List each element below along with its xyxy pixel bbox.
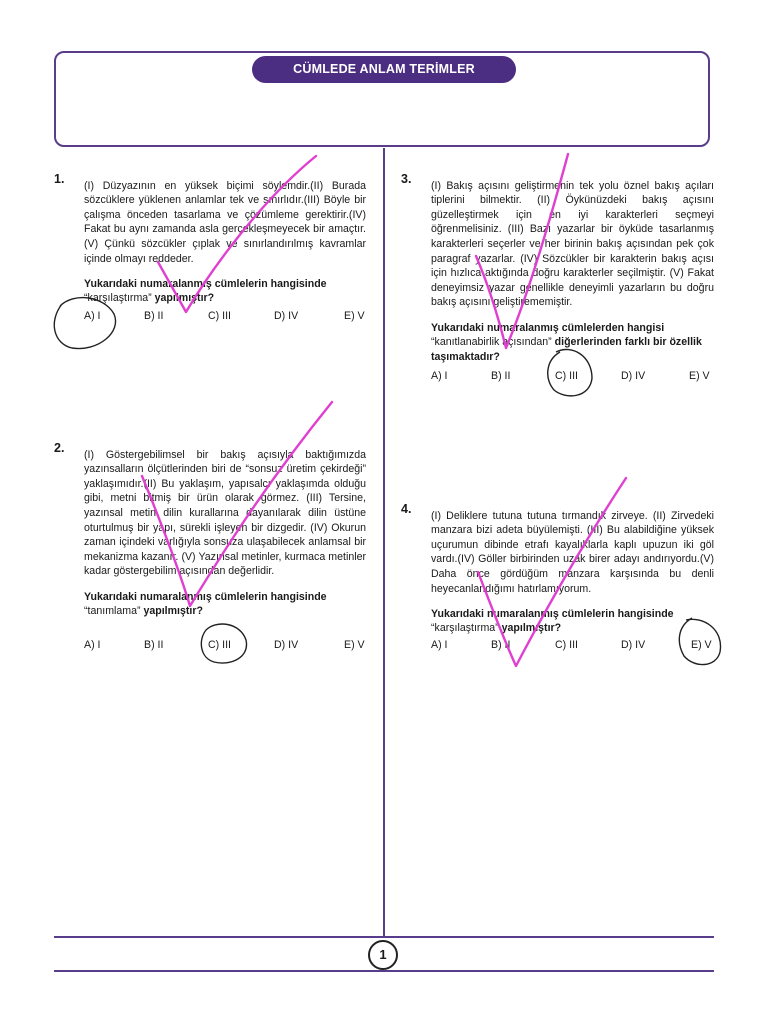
- question-4-prompt-term: “karşılaştırma”: [431, 622, 499, 635]
- question-2-prompt-main: Yukarıdaki numaralanmış cümlelerin hangisinde: [84, 590, 327, 603]
- q2-option-e[interactable]: E) V: [344, 639, 365, 651]
- q1-option-d[interactable]: D) IV: [274, 310, 299, 322]
- question-1-prompt-main: Yukarıdaki numaralanmış cümlelerin hangisinde: [84, 277, 327, 290]
- question-4-text: (I) Deliklere tutuna tutuna tırmandık zirveye. (II) Zirvedeki manzara bizi adeta büyülemişti. (III) Bu alabildiğine yüksek uçurumun dibinde etrafı kayalıklarla kaplı upuzun iki göl vardı.(IV) Göller birbirinden uzak birer adayı andırıyordu.(V) Daha önce gördüğüm manzara karşısında bu denli heyecanlandığımı hatırlamıyorum.: [431, 509, 714, 595]
- question-2-number: 2.: [54, 441, 65, 455]
- column-divider: [383, 148, 385, 936]
- page-number: 1: [368, 940, 398, 970]
- question-4: [431, 498, 714, 636]
- q2-option-a[interactable]: A) I: [84, 639, 101, 651]
- question-4-prompt: [431, 607, 714, 636]
- question-3-options: [431, 370, 714, 386]
- q2-option-c[interactable]: C) III: [208, 639, 231, 651]
- q2-option-b[interactable]: B) II: [144, 639, 164, 651]
- question-3-prompt-end: diğerlerinden farklı bir özellik taşımaktadır?: [431, 336, 702, 363]
- question-3: [431, 168, 714, 364]
- footer-line-bottom: [54, 970, 714, 972]
- q1-option-c[interactable]: C) III: [208, 310, 231, 322]
- q3-option-e[interactable]: E) V: [689, 370, 710, 382]
- question-1-options: [84, 310, 368, 326]
- question-1-prompt-term: “karşılaştırma”: [84, 292, 152, 305]
- q3-option-b[interactable]: B) II: [491, 370, 511, 382]
- question-1-text: (I) Düzyazının en yüksek biçimi söylemdir.(II) Burada sözcüklere yüklenen anlamlar tek ve sınırlıdır.(III) Böyle bir çalışma önceden tasarlama ve çözümleme gerektirir.(IV) Fakat bu aynı zamanda asla gerçekleşmeyecek bir amaçtır.(V) Çünkü sözcükler çıplak ve sınırlandırılmış kavramlar içinde olmayı reddeder.: [84, 179, 366, 265]
- question-2-options: [84, 639, 368, 655]
- question-2-prompt-term: “tanımlama”: [84, 605, 141, 618]
- question-4-prompt-main: Yukarıdaki numaralanmış cümlelerin hangisinde: [431, 607, 674, 620]
- question-3-text: (I) Bakış açısını geliştirmenin tek yolu öznel bakış açıları tiplerini bilmektir. (II) Öykünüzdeki bakış açısını güzelleştirmek için en iyi karakterleri seçmeyi öğrenmelisiniz. (III) Bazı yazarlar bir öyküde tasarlanmış karakterleri seçerler ve her birinin bakış açısından pek çok paragraf yazarlar. (IV) Sözcükler bir karakterin bakış açısı için hızlıca aktığında doğru karakterler seçilmiştir. (V) Fakat deneyimsiz yazar genellikle deneyimli yazarların bu doğru bakış açısını geliştirememiştir.: [431, 179, 714, 309]
- q3-option-d[interactable]: D) IV: [621, 370, 646, 382]
- question-4-number: 4.: [401, 502, 412, 516]
- question-4-prompt-end: yapılmıştır?: [501, 622, 562, 635]
- question-1-number: 1.: [54, 172, 65, 186]
- q1-option-b[interactable]: B) II: [144, 310, 164, 322]
- question-3-number: 3.: [401, 172, 412, 186]
- question-2-text: (I) Göstergebilimsel bir bakış açısıyla baktığımızda yazınsalların ölçütlerinden biri de “sonsuz üretim çekirdeği” yaklaşımıdır.(II) Bu yaklaşım, yapısalcı yaklaşımda olduğu gibi, metni bitmiş bir ürün olarak görmez. (III) Tersine, yazınsal metin dilin kurallarına dayanılarak dilin üstüne oturtulmuş bir yapı, sürekli işleyen bir dizgedir. (IV) Okurun zaman içindeki varlığıyla sonsuza ulaşabilecek anlamsal bir mekanizma kazanır. (V) Yazınsal metinler, kurmaca metinler kadar göstergebilim açısından değerlidir.: [84, 448, 366, 578]
- question-1-prompt: [84, 277, 366, 306]
- q4-option-e[interactable]: E) V: [691, 639, 712, 651]
- q3-option-a[interactable]: A) I: [431, 370, 448, 382]
- footer-line-top: [54, 936, 714, 938]
- q4-option-c[interactable]: C) III: [555, 639, 578, 651]
- question-3-prompt: [431, 321, 714, 365]
- question-4-options: [431, 639, 714, 655]
- question-2-prompt-end: yapılmıştır?: [143, 605, 203, 618]
- q1-option-a[interactable]: A) I: [84, 310, 101, 322]
- page-title: CÜMLEDE ANLAM TERİMLER: [252, 56, 516, 83]
- question-3-prompt-main: Yukarıdaki numaralanmış cümlelerden hangisi: [431, 321, 665, 334]
- q2-option-d[interactable]: D) IV: [274, 639, 299, 651]
- q4-option-b[interactable]: B) II: [491, 639, 511, 651]
- q4-option-d[interactable]: D) IV: [621, 639, 646, 651]
- q4-option-a[interactable]: A) I: [431, 639, 448, 651]
- question-2-prompt: [84, 590, 366, 619]
- q1-option-e[interactable]: E) V: [344, 310, 365, 322]
- question-3-prompt-term: “kanıtlanabirlik açısından”: [431, 336, 552, 349]
- q3-option-c[interactable]: C) III: [555, 370, 578, 382]
- question-1-prompt-end: yapılmıştır?: [154, 292, 215, 305]
- question-1: [84, 168, 366, 306]
- question-2: [84, 437, 366, 619]
